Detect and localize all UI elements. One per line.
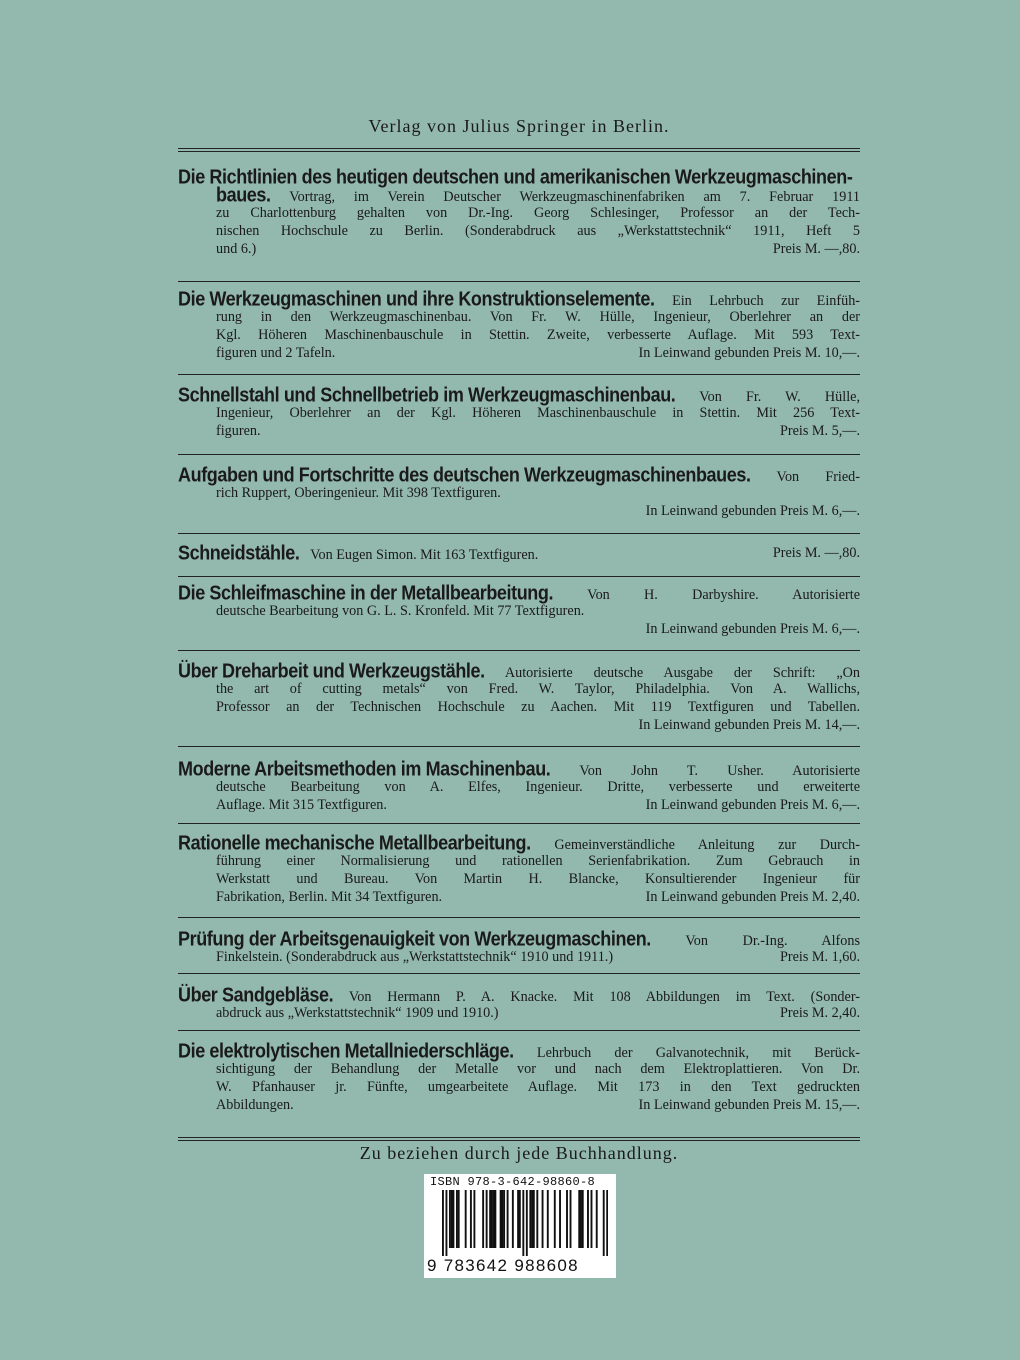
book-title: Moderne Arbeitsmethoden im Maschinenbau. bbox=[178, 757, 551, 781]
book-description: und 6.) bbox=[216, 241, 257, 257]
barcode-bar bbox=[489, 1190, 491, 1248]
book-entry bbox=[178, 463, 860, 520]
book-description: führung einer Normalisierung und rationellen Serienfabrikation. Zum Gebrauch in bbox=[216, 853, 860, 869]
book-entry bbox=[178, 541, 860, 565]
book-description: nischen Hochschule zu Berlin. (Sonderabdruck aus „Werkstattstechnik“ 1911, Heft 5 bbox=[216, 223, 860, 239]
book-description: deutsche Bearbeitung von G. L. S. Kronfeld. Mit 77 Textfiguren. bbox=[216, 603, 585, 619]
book-description: Von John T. Usher. Autorisierte bbox=[579, 763, 861, 779]
book-description: sichtigung der Behandlung der Metalle vor und nach dem Elektroplattieren. Von Dr. bbox=[216, 1061, 860, 1077]
book-title: Die Werkzeugmaschinen und ihre Konstruktionselemente. bbox=[178, 287, 655, 311]
barcode-bar bbox=[554, 1190, 556, 1248]
book-title: Die elektrolytischen Metallniederschläge. bbox=[178, 1039, 514, 1063]
barcode-bar bbox=[458, 1190, 460, 1248]
barcode-bar bbox=[503, 1190, 505, 1248]
barcode-bar bbox=[522, 1190, 524, 1256]
book-title: Über Dreharbeit und Werkzeugstähle. bbox=[178, 659, 485, 683]
book-price: Preis M. 5,—. bbox=[779, 423, 860, 439]
book-title: Schneidstähle. bbox=[178, 541, 300, 565]
book-description: figuren und 2 Tafeln. bbox=[216, 345, 336, 361]
barcode-bar bbox=[494, 1190, 496, 1248]
book-title: Schnellstahl und Schnellbetrieb im Werkzeugmaschinenbau. bbox=[178, 383, 676, 407]
book-description: Abbildungen. bbox=[216, 1097, 294, 1113]
book-price: Preis M. 2,40. bbox=[779, 1005, 860, 1021]
barcode-bar bbox=[517, 1190, 519, 1248]
entry-divider bbox=[178, 454, 860, 455]
barcode-bar bbox=[456, 1190, 458, 1248]
barcode-bar bbox=[606, 1190, 608, 1256]
book-description: Ein Lehrbuch zur Einfüh- bbox=[672, 293, 861, 309]
book-price: In Leinwand gebunden Preis M. 6,—. bbox=[645, 503, 860, 519]
barcode-bar bbox=[582, 1190, 584, 1248]
barcode-bar bbox=[507, 1190, 509, 1248]
book-price: In Leinwand gebunden Preis M. 10,—. bbox=[638, 345, 860, 361]
book-entry bbox=[178, 757, 861, 814]
book-entry bbox=[178, 659, 861, 734]
book-entry bbox=[178, 831, 860, 906]
entry-divider bbox=[178, 374, 860, 375]
book-description: Professor an der Technischen Hochschule zu Aachen. Mit 119 Textfiguren und Tabellen. bbox=[216, 699, 860, 715]
barcode-bar bbox=[501, 1190, 503, 1248]
barcode-bar bbox=[533, 1190, 535, 1248]
book-title: Die Schleifmaschine in der Metallbearbeitung. bbox=[178, 581, 554, 605]
barcode-bar bbox=[587, 1190, 589, 1248]
book-description: Ingenieur, Oberlehrer an der Kgl. Höheren Maschinenbauschule in Stettin. Mit 256 Text- bbox=[216, 405, 860, 421]
barcode-bar bbox=[486, 1190, 488, 1248]
entry-divider bbox=[178, 1030, 860, 1031]
book-description: Finkelstein. (Sonderabdruck aus „Werkstattstechnik“ 1910 und 1911.) bbox=[216, 949, 614, 965]
book-title: Aufgaben und Fortschritte des deutschen Werkzeugmaschinenbaues. bbox=[178, 463, 751, 487]
book-description: Von H. Darbyshire. Autorisierte bbox=[587, 587, 860, 603]
book-description: rung in den Werkzeugmaschinenbau. Von Fr. W. Hülle, Ingenieur, Oberlehrer an der bbox=[216, 309, 860, 325]
book-price: In Leinwand gebunden Preis M. 6,—. bbox=[645, 797, 860, 813]
book-entry bbox=[178, 287, 861, 362]
book-price: In Leinwand gebunden Preis M. 15,—. bbox=[638, 1097, 860, 1113]
barcode-bar bbox=[470, 1190, 472, 1248]
barcode-bar bbox=[566, 1190, 568, 1248]
book-description: Vortrag, im Verein Deutscher Werkzeugmaschinenfabriken am 7. Februar 1911 bbox=[289, 189, 860, 205]
book-description: Werkstatt und Bureau. Von Martin H. Blancke, Konsultierender Ingenieur für bbox=[216, 871, 860, 887]
footer-note: Zu beziehen durch jede Buchhandlung. bbox=[359, 1143, 679, 1163]
barcode-bar bbox=[482, 1190, 484, 1248]
book-entry bbox=[178, 983, 860, 1022]
entry-divider bbox=[178, 746, 860, 747]
barcode-bar bbox=[465, 1190, 467, 1248]
barcode-bar bbox=[578, 1190, 580, 1248]
barcode-bar bbox=[596, 1190, 598, 1248]
isbn-barcode bbox=[424, 1174, 616, 1278]
book-price: Preis M. —,80. bbox=[772, 545, 860, 561]
entry-divider bbox=[178, 973, 860, 974]
book-title: Rationelle mechanische Metallbearbeitung. bbox=[178, 831, 531, 855]
top-double-rule bbox=[178, 148, 860, 152]
book-title: Prüfung der Arbeitsgenauigkeit von Werkzeugmaschinen. bbox=[178, 927, 651, 951]
barcode-bar bbox=[603, 1190, 605, 1256]
barcode-bar bbox=[449, 1190, 451, 1248]
isbn-label: ISBN 978-3-642-98860-8 bbox=[430, 1175, 596, 1189]
barcode-bar bbox=[451, 1190, 453, 1248]
book-entry bbox=[178, 1039, 861, 1114]
book-title-cont: baues. bbox=[216, 183, 271, 207]
publisher-heading: Verlag von Julius Springer in Berlin. bbox=[368, 116, 670, 136]
book-entry bbox=[178, 383, 860, 440]
book-entry bbox=[178, 581, 860, 638]
barcode-bar bbox=[442, 1190, 444, 1256]
barcode-bar bbox=[452, 1190, 454, 1248]
barcode-bar bbox=[570, 1190, 572, 1248]
book-price: Preis M. —,80. bbox=[772, 241, 860, 257]
ean-digits: 9 783642 988608 bbox=[427, 1256, 579, 1275]
entry-divider bbox=[178, 823, 860, 824]
book-description: Fabrikation, Berlin. Mit 34 Textfiguren. bbox=[216, 889, 443, 905]
book-description: the art of cutting metals“ von Fred. W. Taylor, Philadelphia. Von A. Wallichs, bbox=[216, 681, 860, 697]
book-description: Auflage. Mit 315 Textfiguren. bbox=[216, 797, 387, 813]
book-entry bbox=[178, 927, 860, 966]
book-description: Gemeinverständliche Anleitung zur Durch- bbox=[554, 837, 860, 853]
entry-divider bbox=[178, 917, 860, 918]
book-price: Preis M. 1,60. bbox=[779, 949, 860, 965]
book-description: Von Fr. W. Hülle, bbox=[699, 389, 860, 405]
barcode-bar bbox=[591, 1190, 593, 1248]
book-description: Lehrbuch der Galvanotechnik, mit Berück- bbox=[536, 1045, 861, 1061]
entry-divider bbox=[178, 576, 860, 577]
barcode-bar bbox=[473, 1190, 475, 1248]
book-description: W. Pfanhauser jr. Fünfte, umgearbeitete Auflage. Mit 173 in den Text gedruckten bbox=[216, 1079, 860, 1095]
book-price: In Leinwand gebunden Preis M. 2,40. bbox=[645, 889, 860, 905]
book-description: abdruck aus „Werkstattstechnik“ 1909 und 1910.) bbox=[216, 1005, 499, 1021]
book-entry bbox=[178, 165, 860, 258]
book-title: Über Sandgebläse. bbox=[178, 983, 334, 1007]
book-description: Von Eugen Simon. Mit 163 Textfiguren. bbox=[310, 547, 539, 563]
barcode-bar bbox=[542, 1190, 544, 1248]
book-description: zu Charlottenburg gehalten von Dr.-Ing. Georg Schlesinger, Professor an der Tech- bbox=[216, 205, 860, 221]
barcode-bar bbox=[493, 1190, 495, 1248]
barcode-bar bbox=[559, 1190, 561, 1248]
bottom-double-rule bbox=[178, 1137, 860, 1141]
barcode-bar bbox=[491, 1190, 493, 1248]
barcode-bars bbox=[442, 1190, 608, 1256]
barcode-bar bbox=[500, 1190, 502, 1248]
barcode-bar bbox=[547, 1190, 549, 1248]
book-description: Autorisierte deutsche Ausgabe der Schrift: „On bbox=[504, 665, 861, 681]
barcode-bar bbox=[445, 1190, 447, 1256]
book-price: In Leinwand gebunden Preis M. 14,—. bbox=[638, 717, 860, 733]
book-description: rich Ruppert, Oberingenieur. Mit 398 Textfiguren. bbox=[216, 485, 501, 501]
book-price: In Leinwand gebunden Preis M. 6,—. bbox=[645, 621, 860, 637]
barcode-bar bbox=[580, 1190, 582, 1248]
book-description: Von Hermann P. A. Knacke. Mit 108 Abbildungen im Text. (Sonder- bbox=[348, 989, 860, 1005]
book-description: Kgl. Höheren Maschinenbauschule in Stettin. Zweite, verbesserte Auflage. Mit 593 Text- bbox=[216, 327, 860, 343]
barcode-bar bbox=[512, 1190, 514, 1248]
barcode-bar bbox=[536, 1190, 538, 1248]
barcode-bar bbox=[529, 1190, 531, 1248]
book-description: deutsche Bearbeitung von A. Elfes, Ingenieur. Dritte, verbesserte und erweiterte bbox=[216, 779, 860, 795]
back-cover-page bbox=[178, 0, 860, 1360]
entry-divider bbox=[178, 533, 860, 534]
book-description: figuren. bbox=[216, 423, 261, 439]
book-description: Von Dr.-Ing. Alfons bbox=[685, 933, 860, 949]
barcode-bar bbox=[531, 1190, 533, 1248]
barcode-bar bbox=[519, 1190, 521, 1248]
book-title: Die Richtlinien des heutigen deutschen und amerikanischen Werkzeugmaschinen- bbox=[178, 165, 853, 189]
entry-divider bbox=[178, 281, 860, 282]
entry-divider bbox=[178, 650, 860, 651]
barcode-bar bbox=[526, 1190, 528, 1256]
book-description: Von Fried- bbox=[776, 469, 860, 485]
